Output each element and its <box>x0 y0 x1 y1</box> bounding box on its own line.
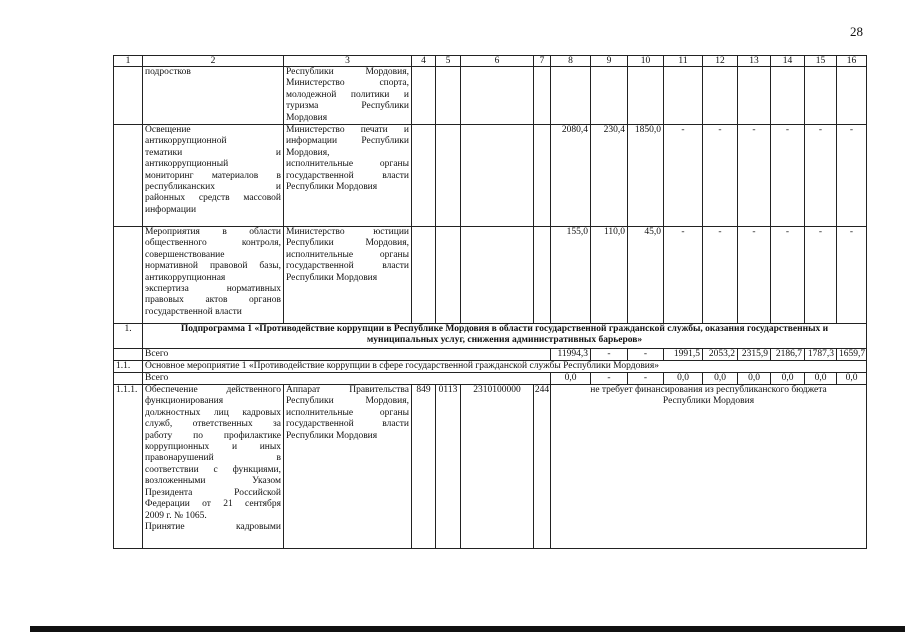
table-row <box>114 385 867 549</box>
page-number: 28 <box>850 24 863 39</box>
value-cell: 1787,3 <box>805 349 837 361</box>
value-cell: 0,0 <box>771 373 805 385</box>
value-cell: 2080,4 <box>551 125 591 227</box>
value-cell: - <box>591 373 628 385</box>
header-cell: 8 <box>551 56 591 67</box>
header-cell: 9 <box>591 56 628 67</box>
value-cell: - <box>664 125 703 227</box>
table-row <box>114 67 867 125</box>
subprogram-row <box>114 324 867 349</box>
header-cell: 11 <box>664 56 703 67</box>
main-event-number: 1.1. <box>114 361 143 373</box>
value-cell: 110,0 <box>591 227 628 324</box>
event-name: Обеспечение действенного функционирования должностных лиц кадровых служб, ответственных за работу по профилактике коррупционных и иных правонарушений в соответствии с функциями, возложенными Указом Президента Российской Федерации от 21 сентября 2009 г. № 1065. Принятие кадровыми <box>143 385 284 549</box>
subprogram-title: Подпрограмма 1 «Противодействие коррупции в Республике Мордовия в области государственной гражданской службы, оказания государственных и муниципальных услуг, снижения административных барьеров» <box>143 324 867 349</box>
total-label: Всего <box>143 349 551 361</box>
value-cell: 11994,3 <box>551 349 591 361</box>
table-row <box>114 125 867 227</box>
header-cell: 3 <box>284 56 412 67</box>
value-cell: - <box>771 125 805 227</box>
value-cell: - <box>703 125 738 227</box>
page-bottom-edge <box>30 626 905 632</box>
value-cell: 0,0 <box>551 373 591 385</box>
vr-code: 244 <box>534 385 551 549</box>
header-cell: 2 <box>143 56 284 67</box>
value-cell: - <box>738 227 771 324</box>
budget-table <box>113 55 867 549</box>
main-event-title: Основное мероприятие 1 «Противодействие коррупции в сфере государственной гражданской службы Республики Мордовия» <box>143 361 867 373</box>
value-cell: - <box>837 125 867 227</box>
executor-cell: Министерство юстиции Республики Мордовия, исполнительные органы государственной власти Республики Мордовия <box>284 227 412 324</box>
value-cell: - <box>837 227 867 324</box>
value-cell: - <box>628 349 664 361</box>
value-cell: 155,0 <box>551 227 591 324</box>
value-cell: - <box>771 227 805 324</box>
value-cell: - <box>591 349 628 361</box>
executor-cell: Министерство печати и информации Республики Мордовия, исполнительные органы государственной власти Республики Мордовия <box>284 125 412 227</box>
value-cell: 0,0 <box>664 373 703 385</box>
value-cell: 0,0 <box>738 373 771 385</box>
header-cell: 12 <box>703 56 738 67</box>
grbs-code: 849 <box>412 385 436 549</box>
main-event-row <box>114 361 867 373</box>
value-cell: 230,4 <box>591 125 628 227</box>
value-cell: - <box>805 125 837 227</box>
value-cell: 45,0 <box>628 227 664 324</box>
financing-note: не требует финансирования из республиканского бюджета Республики Мордовия <box>551 385 867 549</box>
subprogram-number: 1. <box>114 324 143 349</box>
value-cell: - <box>703 227 738 324</box>
total-label: Всего <box>143 373 551 385</box>
subprogram-total-row <box>114 349 867 361</box>
csr-code: 2310100000 <box>461 385 534 549</box>
header-row <box>114 56 867 67</box>
rzpr-code: 0113 <box>436 385 461 549</box>
value-cell: 0,0 <box>837 373 867 385</box>
header-cell: 16 <box>837 56 867 67</box>
value-cell: 2053,2 <box>703 349 738 361</box>
executor-cell: Республики Мордовия, Министерство спорта, молодежной политики и туризма Республики Мордовия <box>284 67 412 125</box>
value-cell: 0,0 <box>805 373 837 385</box>
value-cell: 2186,7 <box>771 349 805 361</box>
event-name: Мероприятия в области общественного контроля, совершенствование нормативной правовой базы, антикоррупционная экспертиза нормативных правовых актов органов государственной власти <box>143 227 284 324</box>
header-cell: 14 <box>771 56 805 67</box>
header-cell: 13 <box>738 56 771 67</box>
value-cell: 1991,5 <box>664 349 703 361</box>
value-cell: - <box>628 373 664 385</box>
header-cell: 10 <box>628 56 664 67</box>
header-cell: 4 <box>412 56 436 67</box>
value-cell: 1659,7 <box>837 349 867 361</box>
value-cell: - <box>664 227 703 324</box>
value-cell: 0,0 <box>703 373 738 385</box>
header-cell: 6 <box>461 56 534 67</box>
event-name: Освещение антикоррупционной тематики и антикоррупционный мониторинг материалов в республиканских и районных средств массовой информации <box>143 125 284 227</box>
value-cell: - <box>738 125 771 227</box>
value-cell: - <box>805 227 837 324</box>
table-row <box>114 227 867 324</box>
value-cell: 2315,9 <box>738 349 771 361</box>
event-name: подростков <box>143 67 284 125</box>
header-cell: 1 <box>114 56 143 67</box>
main-event-total-row <box>114 373 867 385</box>
value-cell: 1850,0 <box>628 125 664 227</box>
header-cell: 15 <box>805 56 837 67</box>
header-cell: 5 <box>436 56 461 67</box>
header-cell: 7 <box>534 56 551 67</box>
executor-cell: Аппарат Правительства Республики Мордовия, исполнительные органы государственной власти Республики Мордовия <box>284 385 412 549</box>
event-number: 1.1.1. <box>114 385 143 549</box>
